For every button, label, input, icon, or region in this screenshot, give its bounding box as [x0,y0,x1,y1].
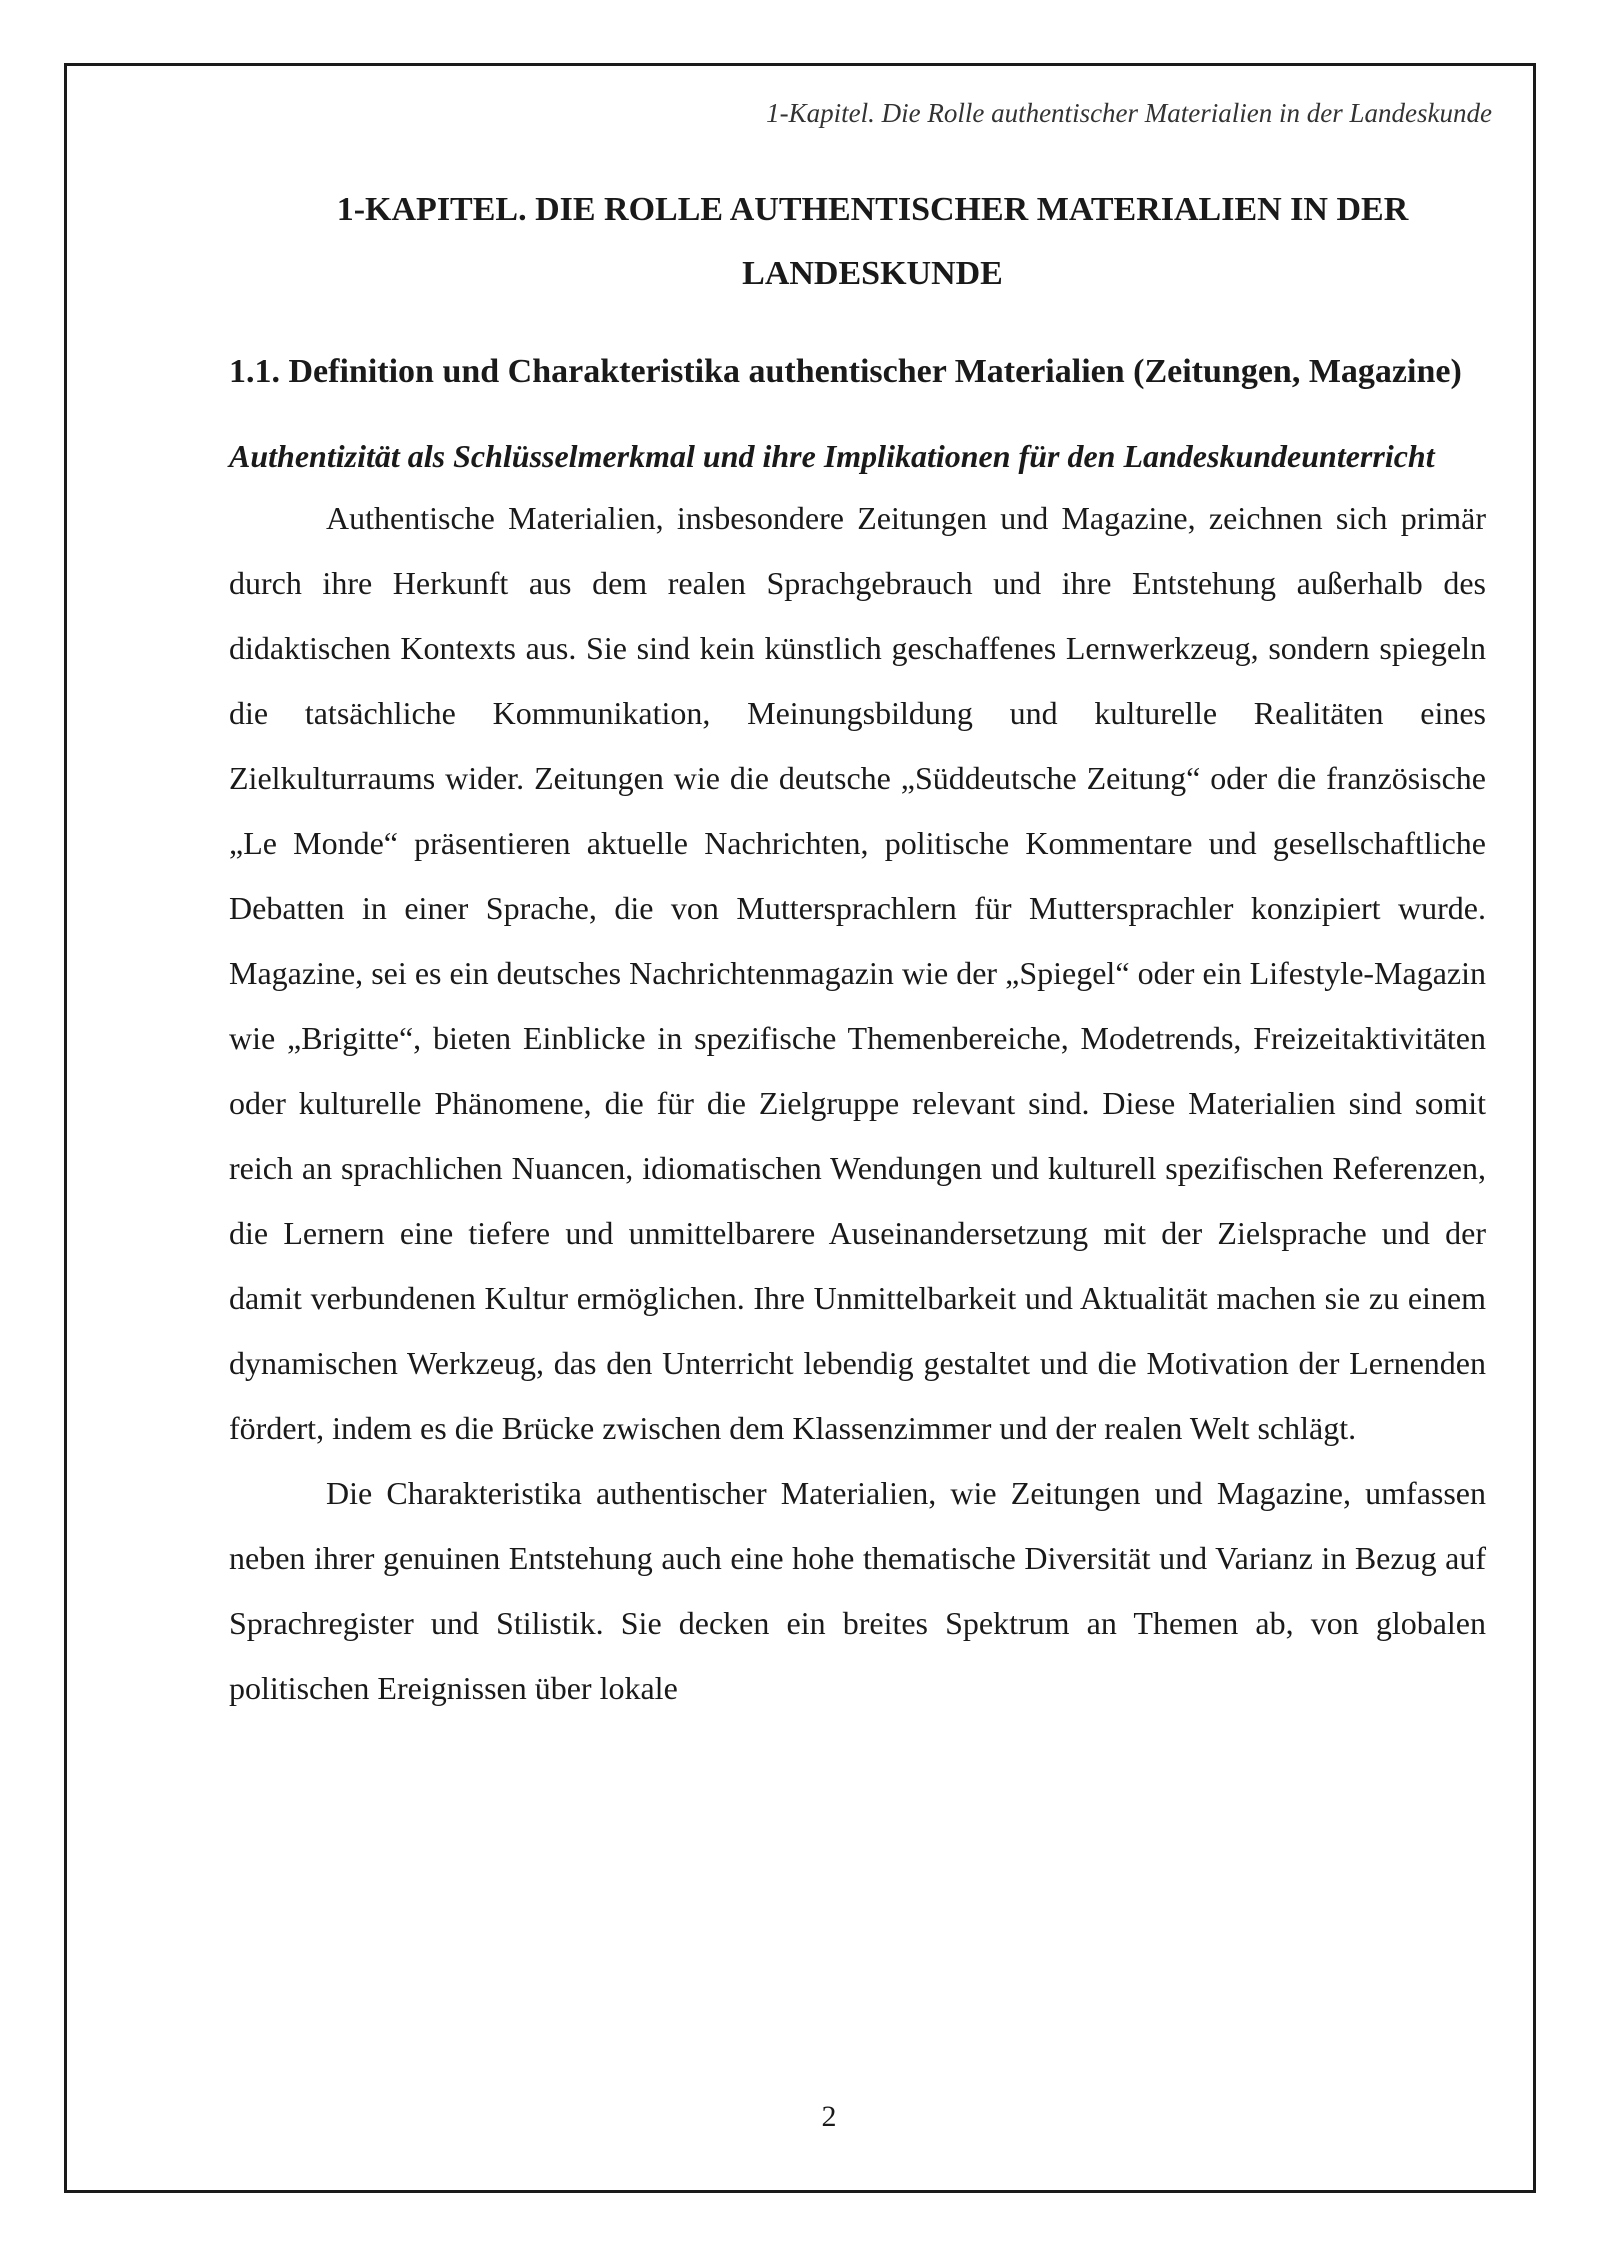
subsection-title: Authentizität als Schlüsselmerkmal und ihre Implikationen für den Landeskundeunterricht [229,438,1435,474]
section-title: 1.1. Definition und Charakteristika authentischer Materialien (Zeitungen, Magazine) [229,353,1462,390]
body-paragraph-1: Authentische Materialien, insbesondere Zeitungen und Magazine, zeichnen sich primär durch ihre Herkunft aus dem realen Sprachgebrauch und ihre Entstehung außerhalb des didaktischen Kontexts aus. Sie sind kein künstlich geschaffenes Lernwerkzeug, sondern spiegeln die tatsächliche Kommunikation, Meinungsbildung und kulturelle Realitäten eines Zielkulturraums wider. Zeitungen wie die deutsche „Süddeutsche Zeitung“ oder die französische „Le Monde“ präsentieren aktuelle Nachrichten, politische Kommentare und gesellschaftliche Debatten in einer Sprache, die von Muttersprachlern für Muttersprachler konzipiert wurde. Magazine, sei es ein deutsches Nachrichtenmagazin wie der „Spiegel“ oder ein Lifestyle-Magazin wie „Brigitte“, bieten Einblicke in spezifische Themenbereiche, Modetrends, Freizeitaktivitäten oder kulturelle Phänomene, die für die Zielgruppe relevant sind. Diese Materialien sind somit reich an sprachlichen Nuancen, idiomatischen Wendungen und kulturell spezifischen Referenzen, die Lernern eine tiefere und unmittelbarere Auseinandersetzung mit der Zielsprache und der damit verbundenen Kultur ermöglichen. Ihre Unmittelbarkeit und Aktualität machen sie zu einem dynamischen Werkzeug, das den Unterricht lebendig gestaltet und die Motivation der Lernenden fördert, indem es die Brücke zwischen dem Klassenzimmer und der realen Welt schlägt. [229,500,1486,1446]
body-paragraph-2: Die Charakteristika authentischer Materialien, wie Zeitungen und Magazine, umfassen neben ihrer genuinen Entstehung auch eine hohe thematische Diversität und Varianz in Bezug auf Sprachregister und Stilistik. Sie decken ein breites Spektrum an Themen ab, von globalen politischen Ereignissen über lokale [229,1475,1486,1706]
chapter-title: 1-KAPITEL. DIE ROLLE AUTHENTISCHER MATERIALIEN IN DER LANDESKUNDE [336,191,1409,292]
running-header: 1-Kapitel. Die Rolle authentischer Materialien in der Landeskunde [766,98,1492,128]
page-number: 2 [821,2100,837,2133]
page-content [229,178,1486,1721]
